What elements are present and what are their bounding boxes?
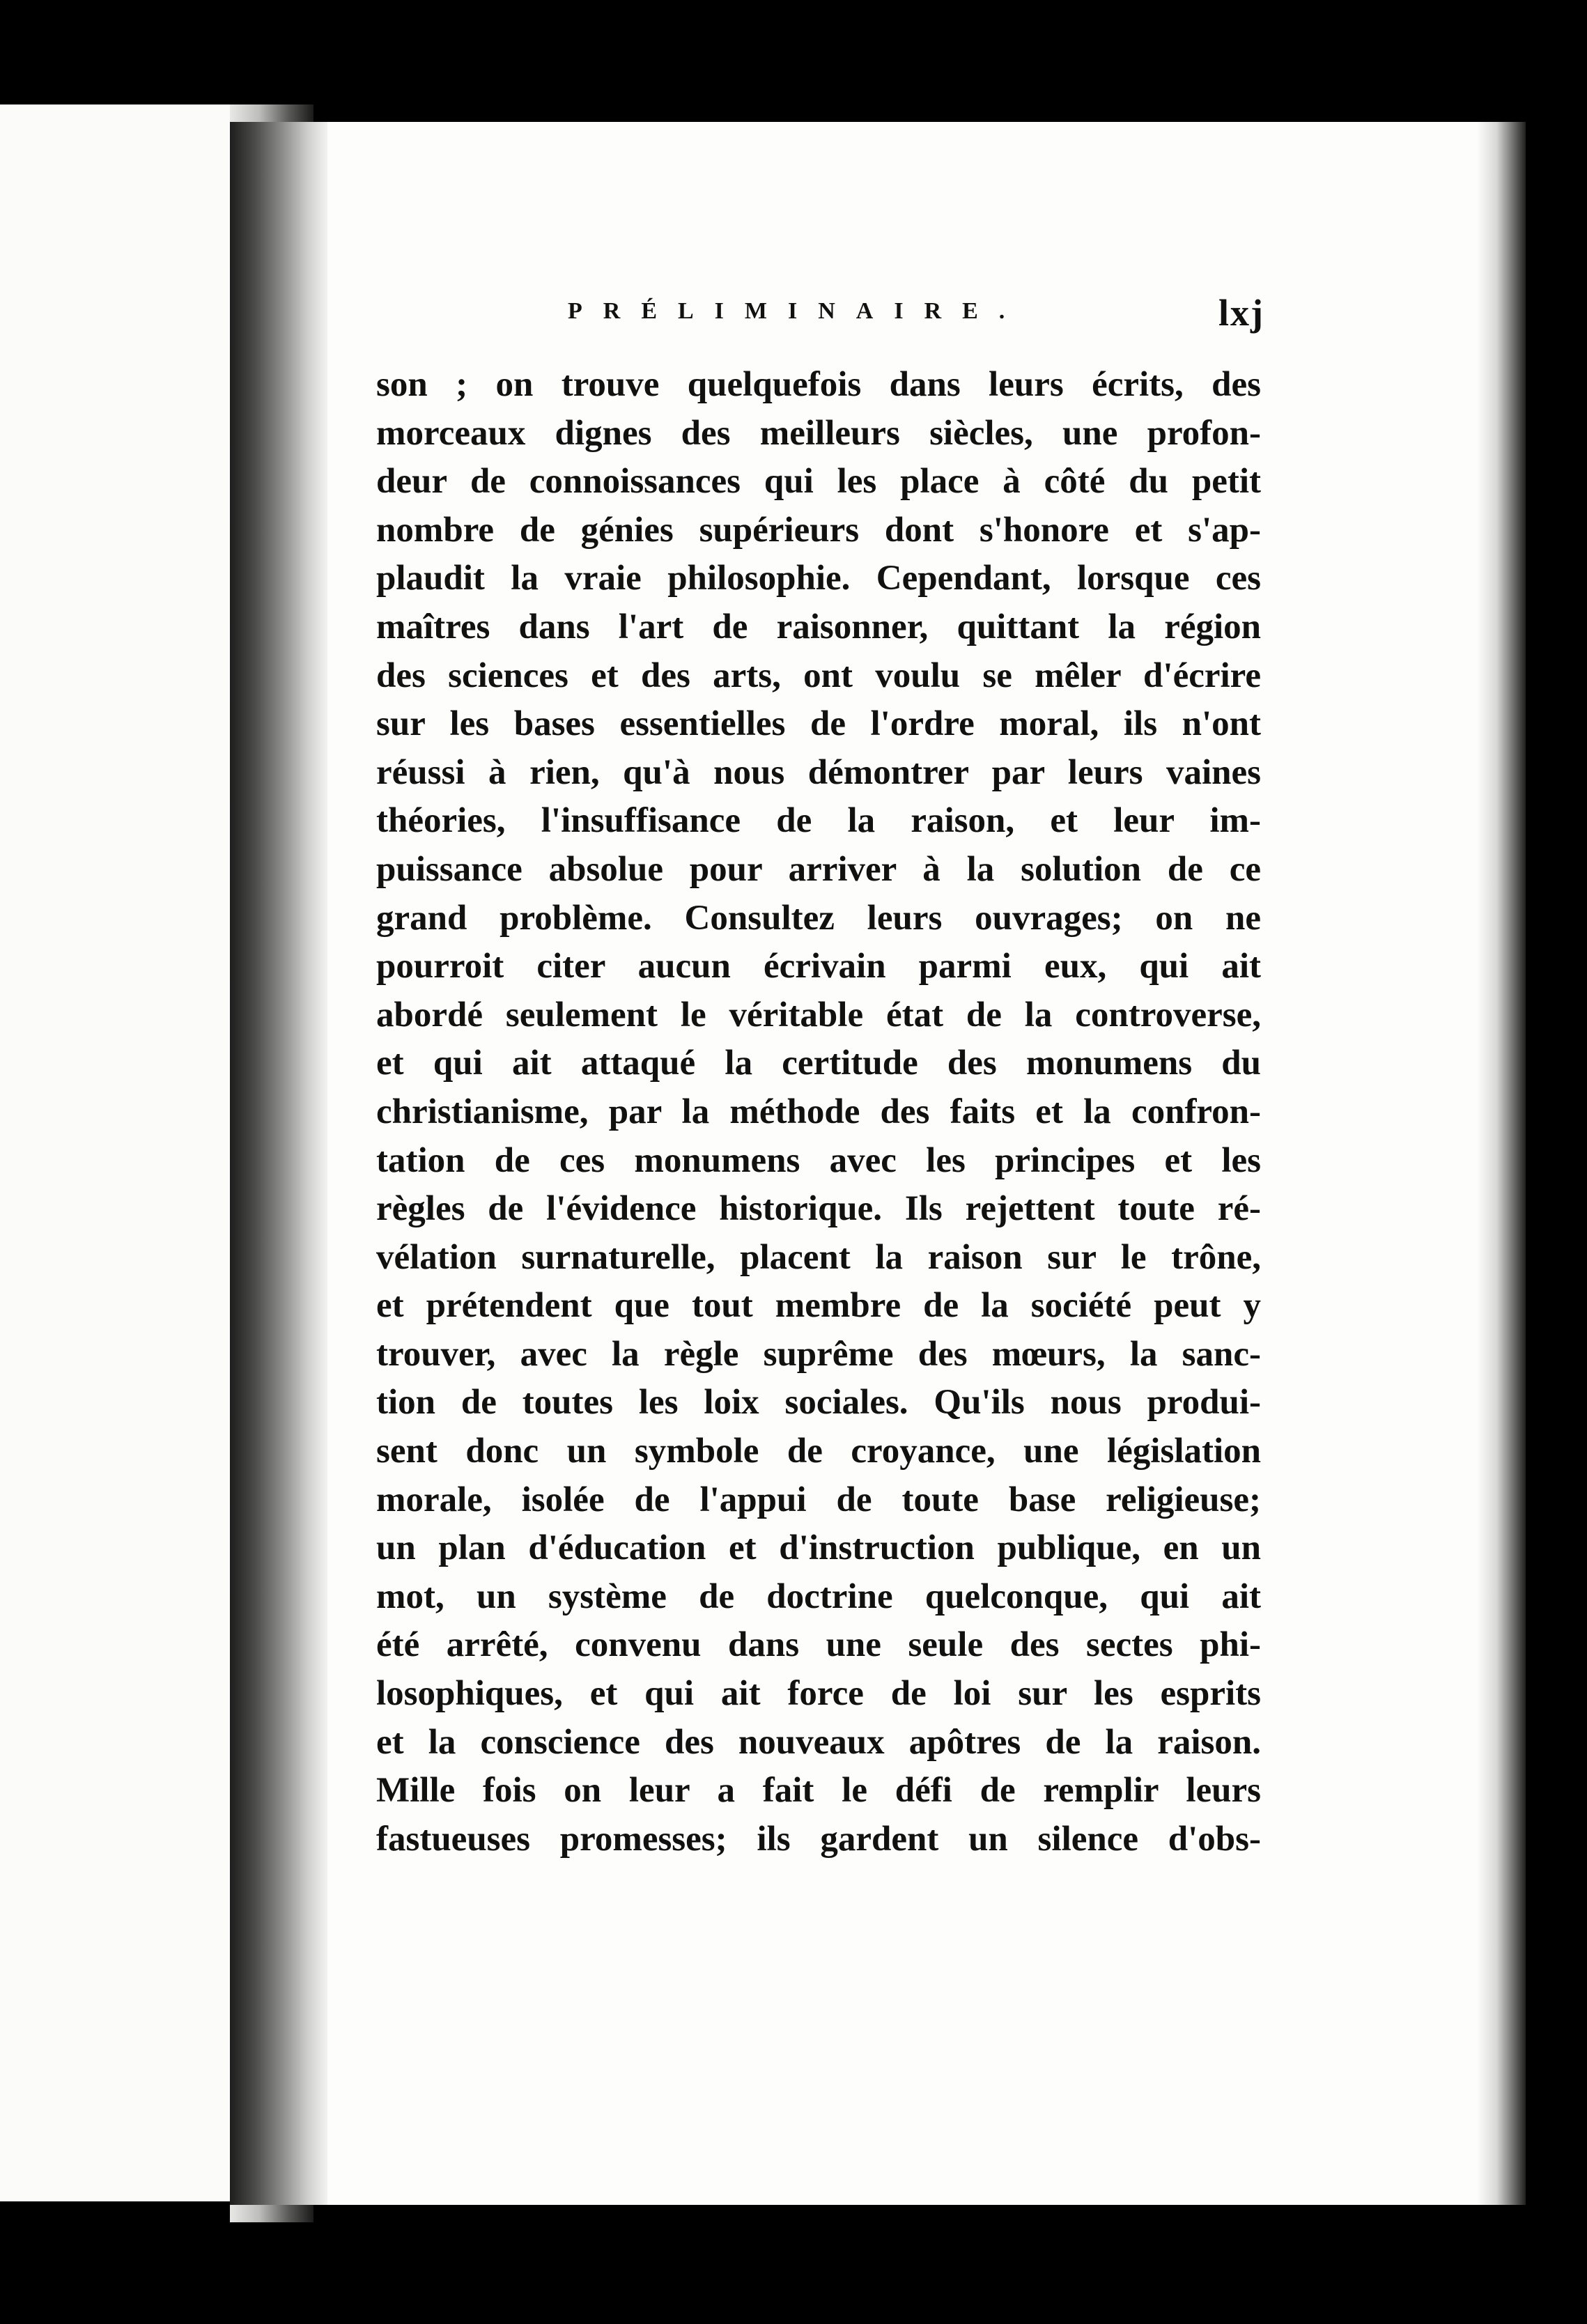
text-line: losophiques, et qui ait force de loi sur les esprits: [376, 1674, 1261, 1714]
right-page-edge-shadow: [1477, 122, 1526, 2205]
text-line: et prétendent que tout membre de la société peut y: [376, 1286, 1261, 1326]
page-header: [568, 291, 1264, 340]
page-number: lxj: [1218, 292, 1264, 334]
text-line: fastueuses promesses; ils gardent un silence d'obs-: [376, 1819, 1261, 1859]
text-line: pourroit citer aucun écrivain parmi eux, qui ait: [376, 947, 1261, 986]
text-line: vélation surnaturelle, placent la raison sur le trône,: [376, 1237, 1261, 1277]
text-line: morceaux dignes des meilleurs siècles, une profon-: [376, 413, 1261, 453]
text-line: réussi à rien, qu'à nous démontrer par leurs vaines: [376, 752, 1261, 792]
text-line: sent donc un symbole de croyance, une législation: [376, 1432, 1261, 1471]
text-line: trouver, avec la règle suprême des mœurs, la sanc-: [376, 1334, 1261, 1374]
text-line: sur les bases essentielles de l'ordre moral, ils n'ont: [376, 704, 1261, 744]
text-line: nombre de génies supérieurs dont s'honore et s'ap-: [376, 510, 1261, 550]
text-line: plaudit la vraie philosophie. Cependant, lorsque ces: [376, 559, 1261, 598]
text-line: puissance absolue pour arriver à la solution de ce: [376, 849, 1261, 889]
text-line: morale, isolée de l'appui de toute base religieuse;: [376, 1480, 1261, 1519]
text-line: son ; on trouve quelquefois dans leurs écrits, des: [376, 365, 1261, 404]
text-line: mot, un système de doctrine quelconque, qui ait: [376, 1577, 1261, 1616]
body-text: [376, 361, 1261, 1864]
text-line: théories, l'insuffisance de la raison, et leur im-: [376, 801, 1261, 841]
text-line: été arrêté, convenu dans une seule des sectes phi-: [376, 1625, 1261, 1665]
text-line: deur de connoissances qui les place à côté du petit: [376, 462, 1261, 502]
text-line: maîtres dans l'art de raisonner, quittant la région: [376, 607, 1261, 646]
running-head: PRÉLIMINAIRE.: [568, 298, 1026, 324]
text-line: et la conscience des nouveaux apôtres de la raison.: [376, 1722, 1261, 1762]
text-line: et qui ait attaqué la certitude des monumens du: [376, 1044, 1261, 1083]
text-line: abordé seulement le véritable état de la controverse,: [376, 995, 1261, 1035]
text-line: christianisme, par la méthode des faits et la confron-: [376, 1092, 1261, 1131]
text-line: grand problème. Consultez leurs ouvrages; on ne: [376, 898, 1261, 938]
text-line: tation de ces monumens avec les principes et les: [376, 1140, 1261, 1180]
text-line: un plan d'éducation et d'instruction publique, en un: [376, 1528, 1261, 1568]
text-line: règles de l'évidence historique. Ils rejettent toute ré-: [376, 1189, 1261, 1229]
text-line: des sciences et des arts, ont voulu se mêler d'écrire: [376, 656, 1261, 695]
text-line: tion de toutes les loix sociales. Qu'ils nous produi-: [376, 1383, 1261, 1423]
text-line: Mille fois on leur a fait le défi de remplir leurs: [376, 1771, 1261, 1811]
right-page-gutter-shadow: [230, 122, 327, 2205]
